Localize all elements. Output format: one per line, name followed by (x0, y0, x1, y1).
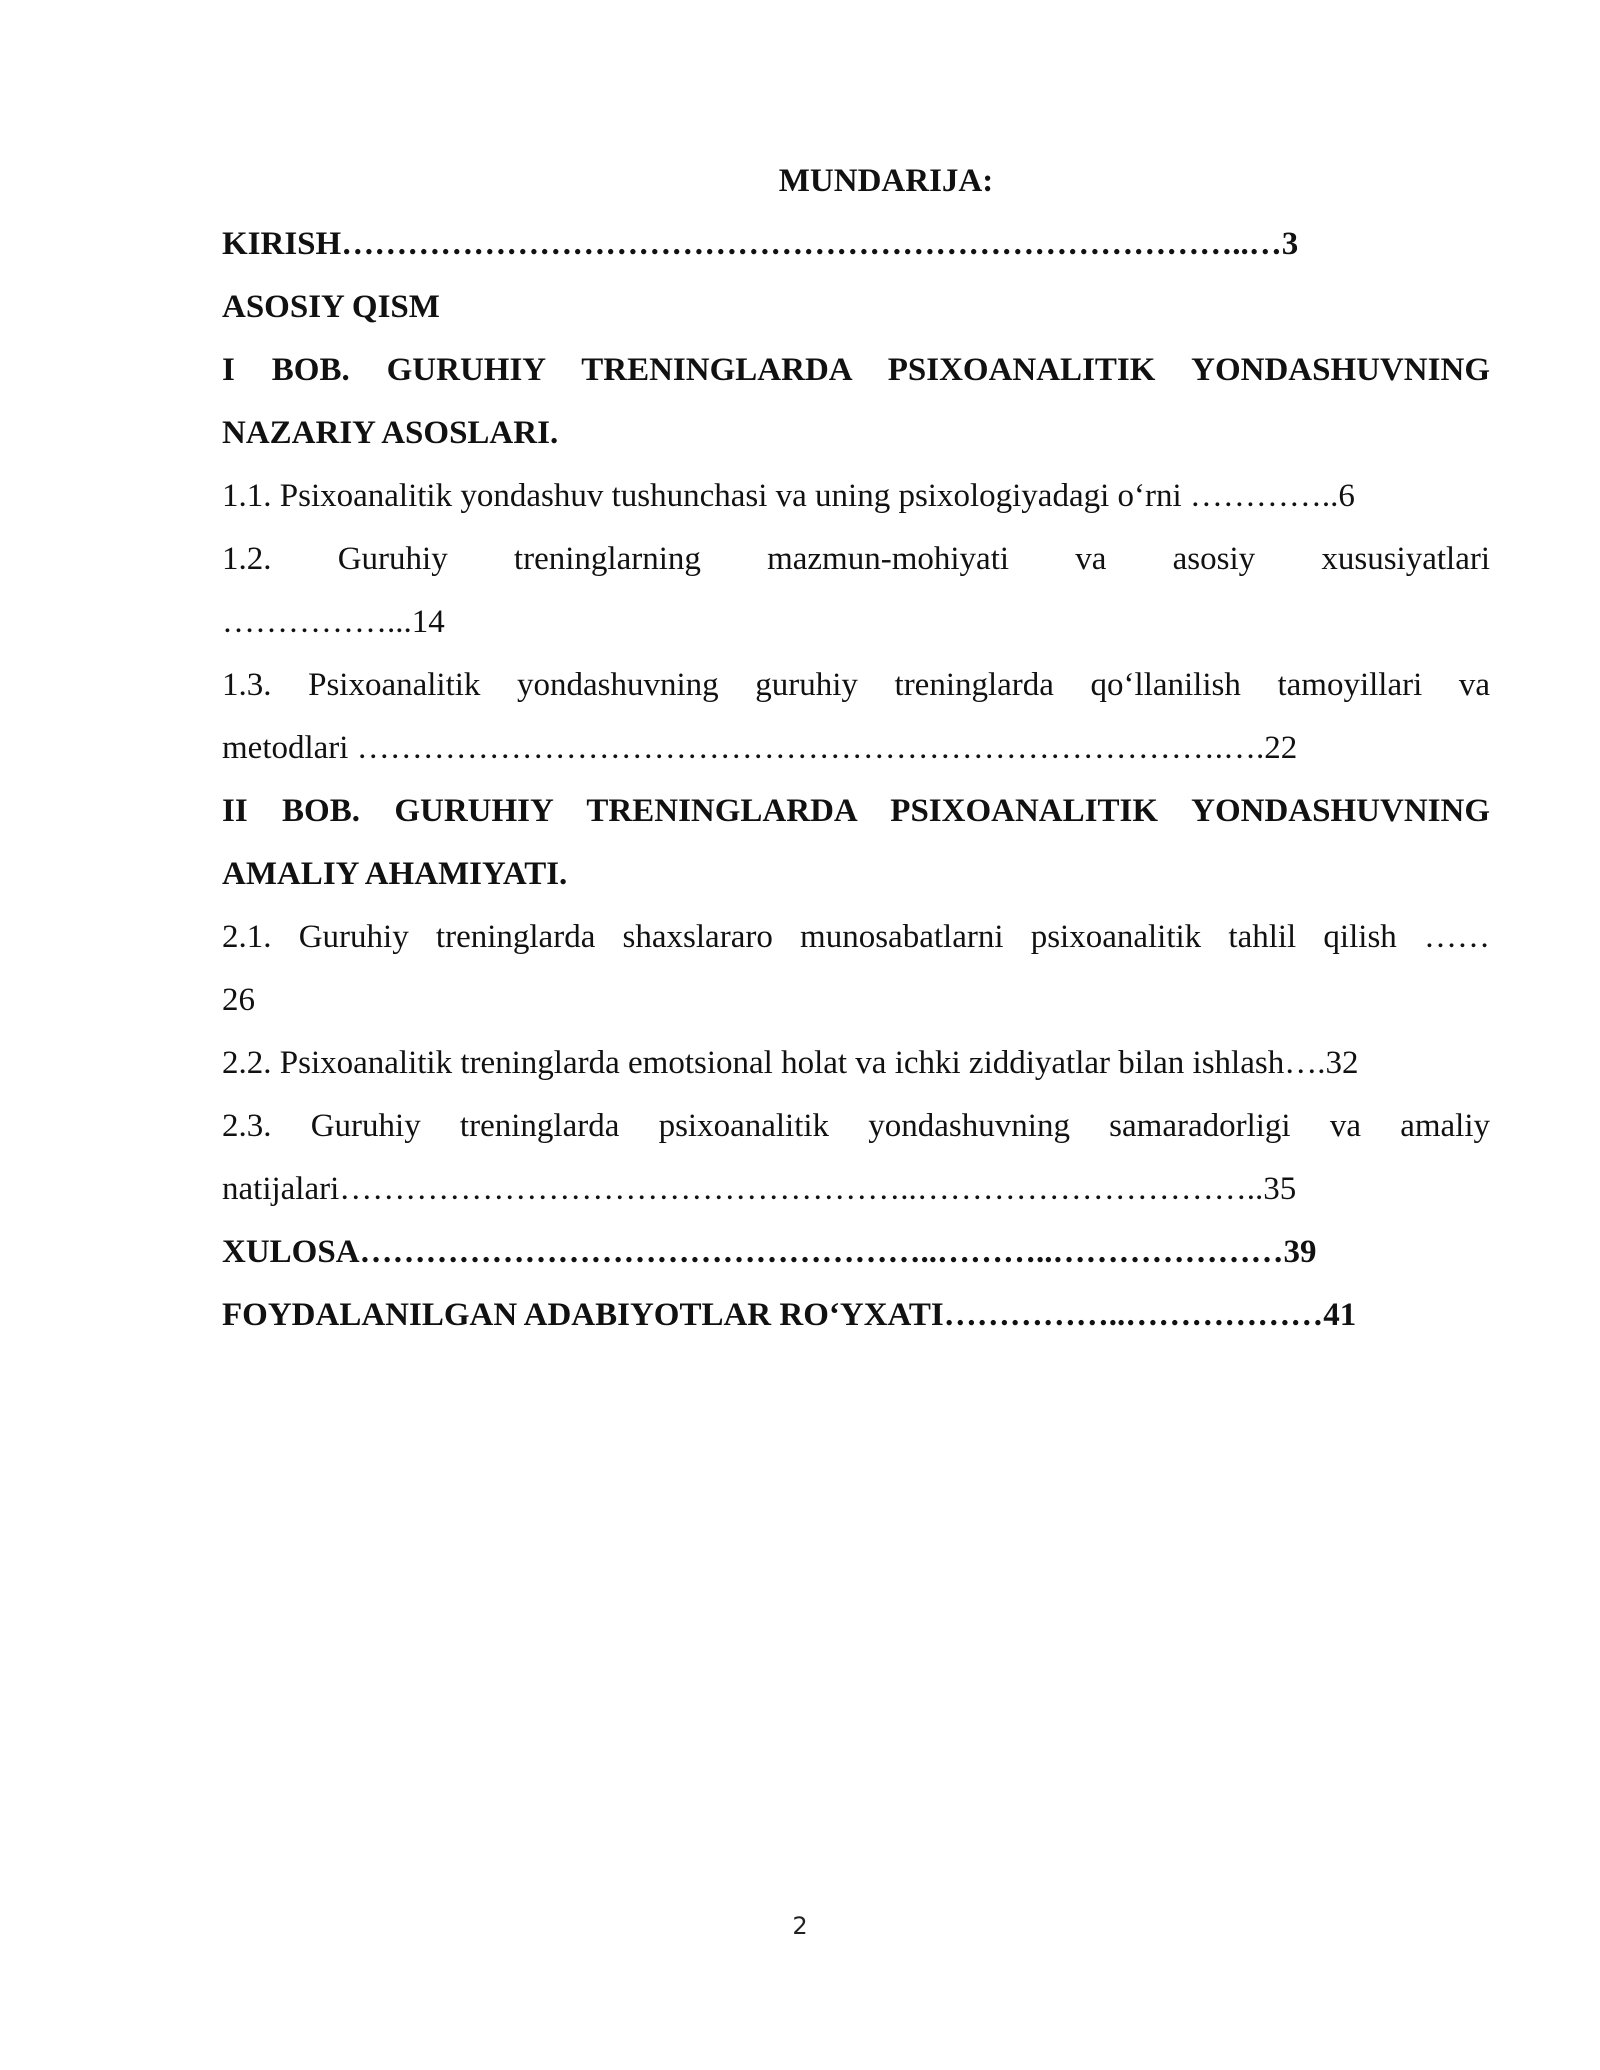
toc-entry-xulosa: XULOSA……………………………………………..………..…………………39 (222, 1234, 1317, 1270)
toc-chapter-1-title-cont: NAZARIY ASOSLARI. (222, 415, 559, 451)
page-number: 2 (792, 1912, 808, 1940)
toc-entry-1-2-page: ……………...14 (222, 604, 445, 640)
toc-entry-adabiyotlar: FOYDALANILGAN ADABIYOTLAR RO‘YXATI……………..………………41 (222, 1297, 1357, 1333)
toc-entry-1-3-cont: metodlari …………………………………………………………………….….22 (222, 730, 1298, 766)
toc-entry-kirish: KIRISH………………………………………………………………………..…3 (222, 226, 1299, 262)
toc-entry-2-3-cont: natijalari……………………………………………..…………………………..35 (222, 1171, 1297, 1207)
toc-entry-1-3: 1.3. Psixoanalitik yondashuvning guruhiy treninglarda qo‘llanilish tamoyillari va (222, 667, 1490, 703)
toc-chapter-2-title-cont: AMALIY AHAMIYATI. (222, 856, 568, 892)
toc-entry-2-1-page: 26 (222, 982, 255, 1018)
toc-entry-2-3: 2.3. Guruhiy treninglarda psixoanalitik yondashuvning samaradorligi va amaliy (222, 1108, 1490, 1144)
toc-entry-1-1: 1.1. Psixoanalitik yondashuv tushunchasi va uning psixologiyadagi o‘rni …………..6 (222, 478, 1355, 514)
toc-entry-2-2: 2.2. Psixoanalitik treninglarda emotsional holat va ichki ziddiyatlar bilan ishlash….32 (222, 1045, 1359, 1081)
toc-entry-asosiy-qism: ASOSIY QISM (222, 289, 440, 325)
toc-heading: MUNDARIJA: (778, 163, 994, 199)
toc-entry-1-2: 1.2. Guruhiy treninglarning mazmun-mohiyati va asosiy xususiyatlari (222, 541, 1490, 577)
toc-chapter-2-title: II BOB. GURUHIY TRENINGLARDA PSIXOANALITIK YONDASHUVNING (222, 793, 1490, 829)
table-of-contents (222, 150, 1490, 1347)
toc-chapter-1-title: I BOB. GURUHIY TRENINGLARDA PSIXOANALITIK YONDASHUVNING (222, 352, 1490, 388)
toc-entry-2-1: 2.1. Guruhiy treninglarda shaxslararo munosabatlarni psixoanalitik tahlil qilish …… (222, 919, 1490, 955)
